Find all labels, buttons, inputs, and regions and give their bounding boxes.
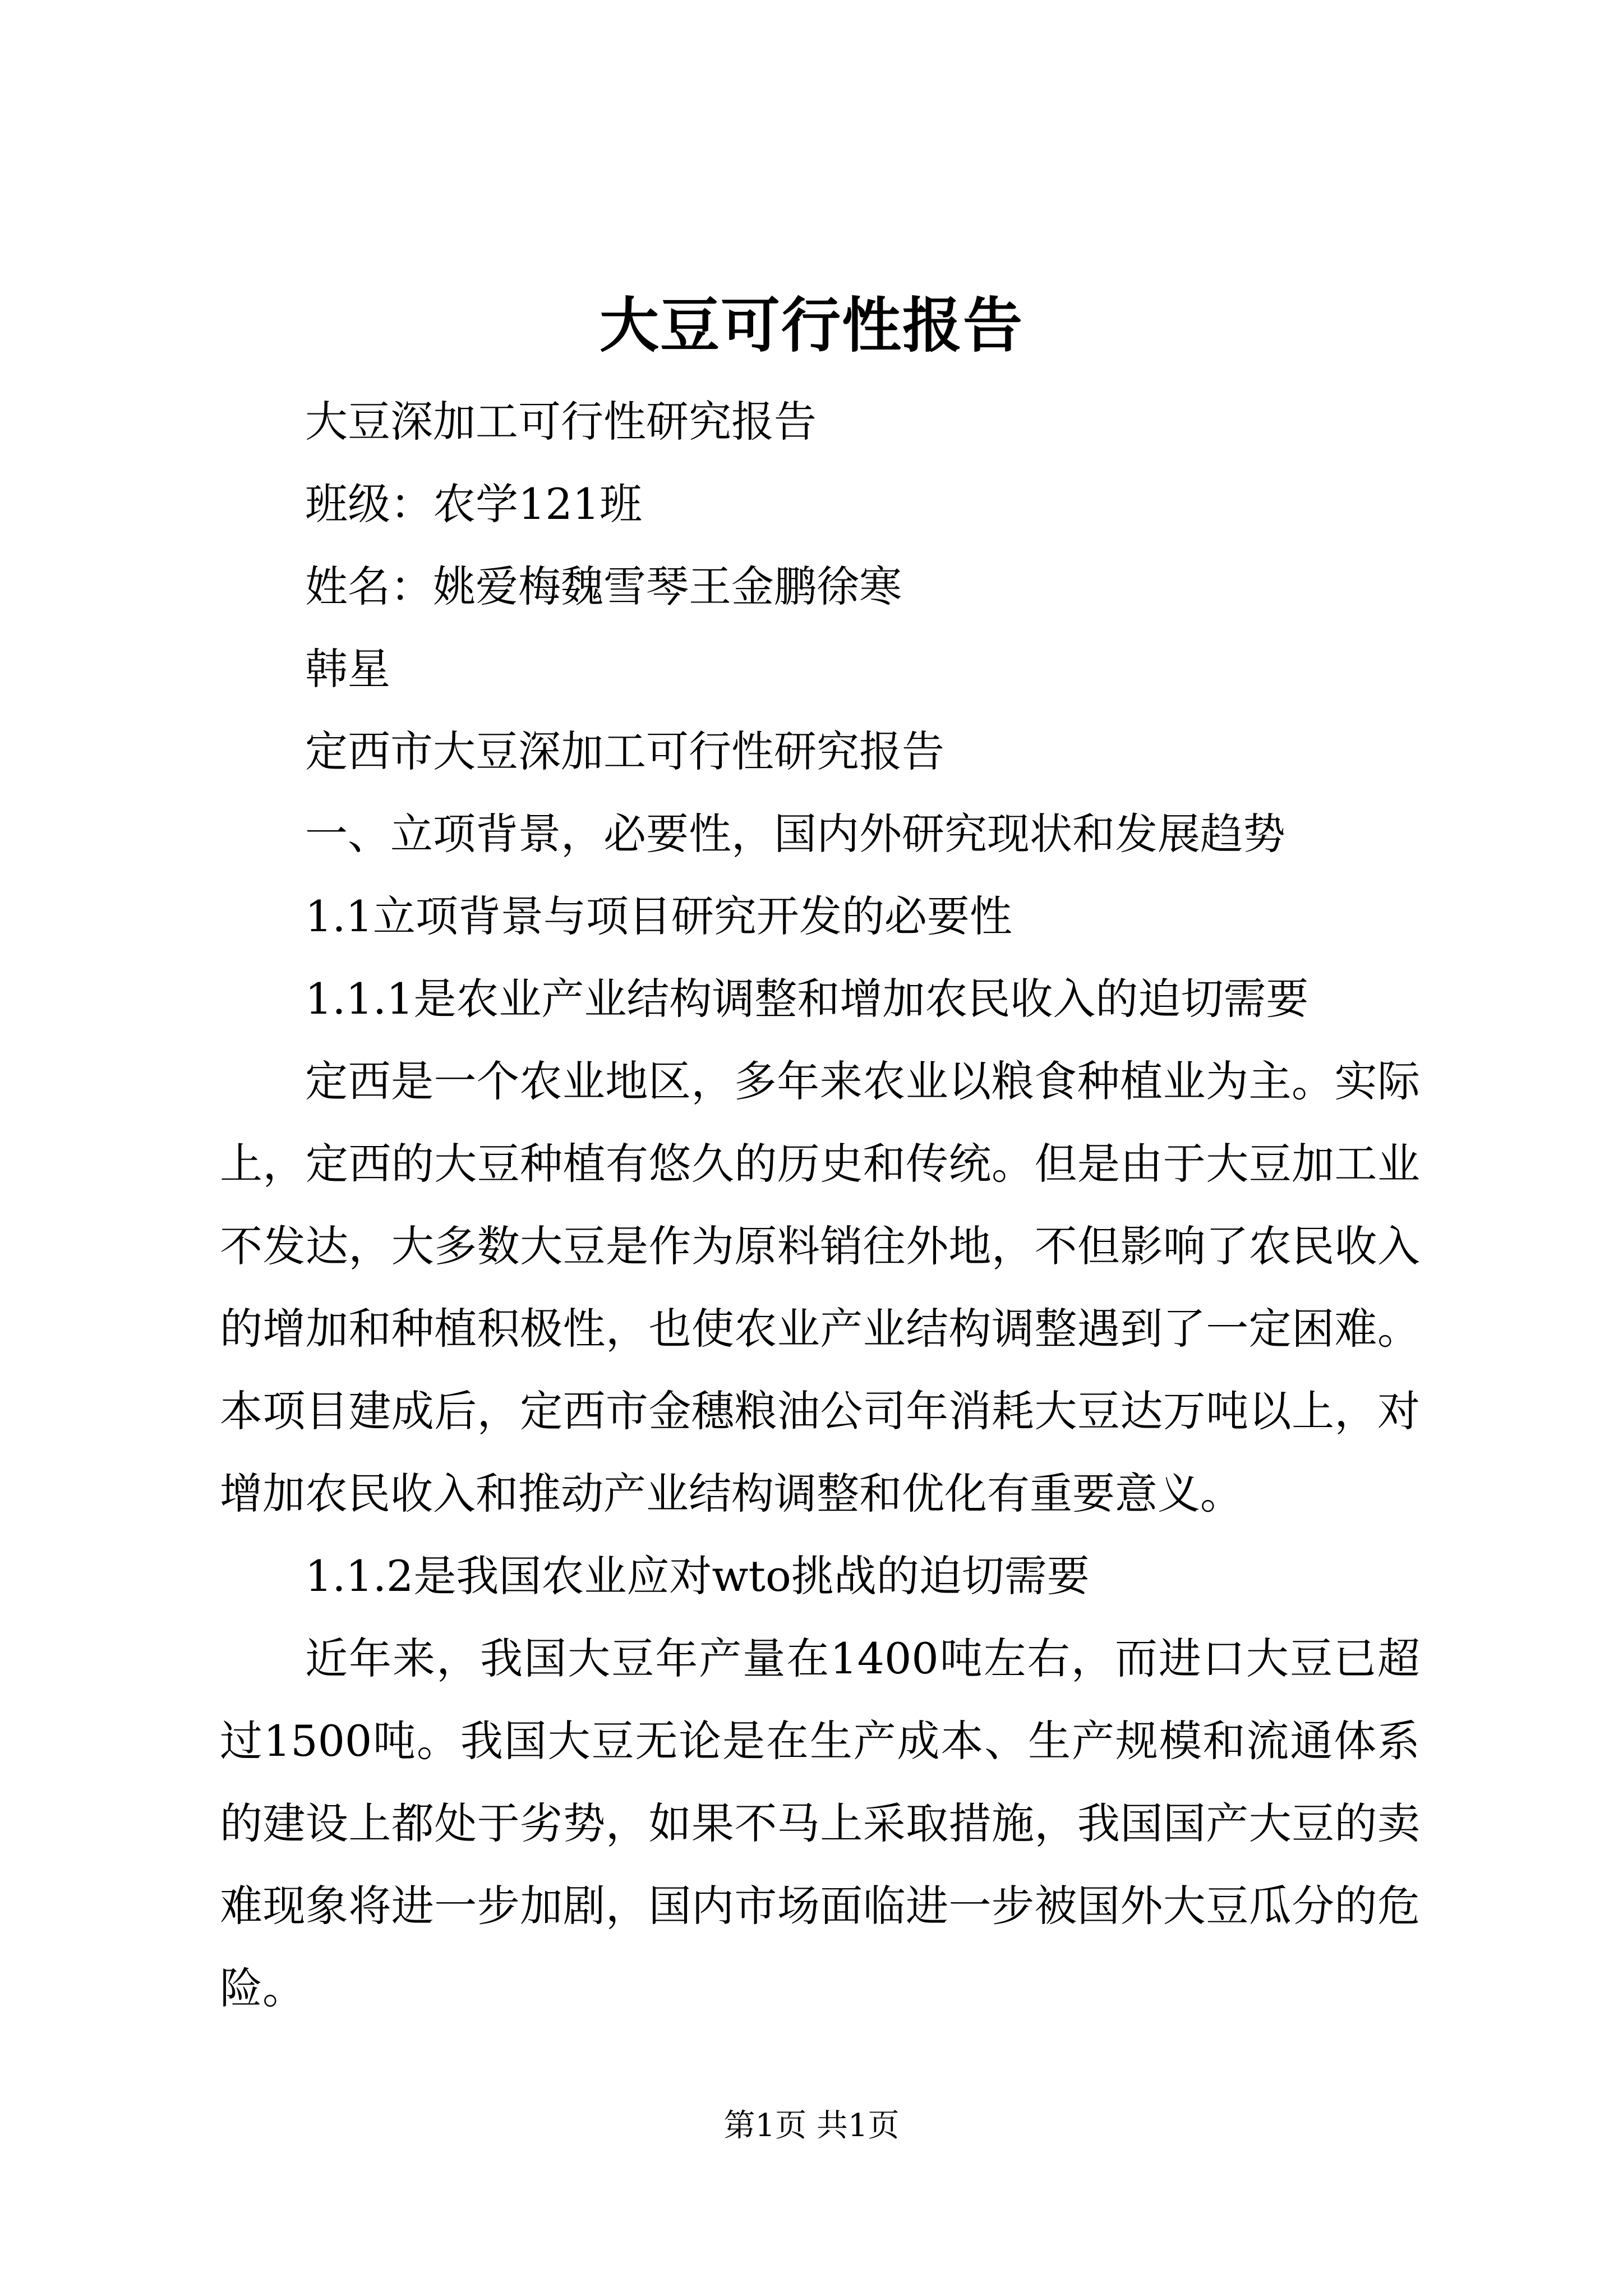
document-title: 大豆可行性报告 — [600, 290, 1023, 360]
names-line: 姓名：姚爱梅魏雪琴王金鹏徐寒 — [305, 562, 902, 611]
report-heading: 定西市大豆深加工可行性研究报告 — [305, 726, 944, 776]
paragraph-2: 近年来，我国大豆年产量在1400吨左右，而进口大豆已超过1500吨。我国大豆无论是在生产成本、生产规模和流通体系的建设上都处于劣势，如果不马上采取措施，我国国产大豆的卖难现象将进一步加剧，国内市场面临进一步被国外大豆瓜分的危险。 — [220, 1634, 1420, 2013]
document-body — [220, 380, 1420, 2030]
section-heading-1-1-2: 1.1.2是我国农业应对wto挑战的迫切需要 — [305, 1551, 1090, 1601]
section-heading-1-1-1: 1.1.1是农业产业结构调整和增加农民收入的迫切需要 — [305, 974, 1309, 1024]
paragraph-1: 定西是一个农业地区，多年来农业以粮食种植业为主。实际上，定西的大豆种植有悠久的历史和传统。但是由于大豆加工业不发达，大多数大豆是作为原料销往外地，不但影响了农民收入的增加和种植积极性，也使农业产业结构调整遇到了一定困难。本项目建成后，定西市金穗粮油公司年消耗大豆达万吨以上，对增加农民收入和推动产业结构调整和优化有重要意义。 — [220, 1056, 1420, 1519]
class-line: 班级：农学121班 — [305, 479, 643, 529]
section-heading-1: 一、立项背景，必要性，国内外研究现状和发展趋势 — [305, 809, 1285, 859]
names-line-continued: 韩星 — [305, 644, 390, 694]
section-heading-1-1: 1.1立项背景与项目研究开发的必要性 — [305, 891, 1012, 941]
report-subtitle: 大豆深加工可行性研究报告 — [305, 397, 817, 447]
page-number-footer: 第1页 共1页 — [723, 2108, 900, 2144]
